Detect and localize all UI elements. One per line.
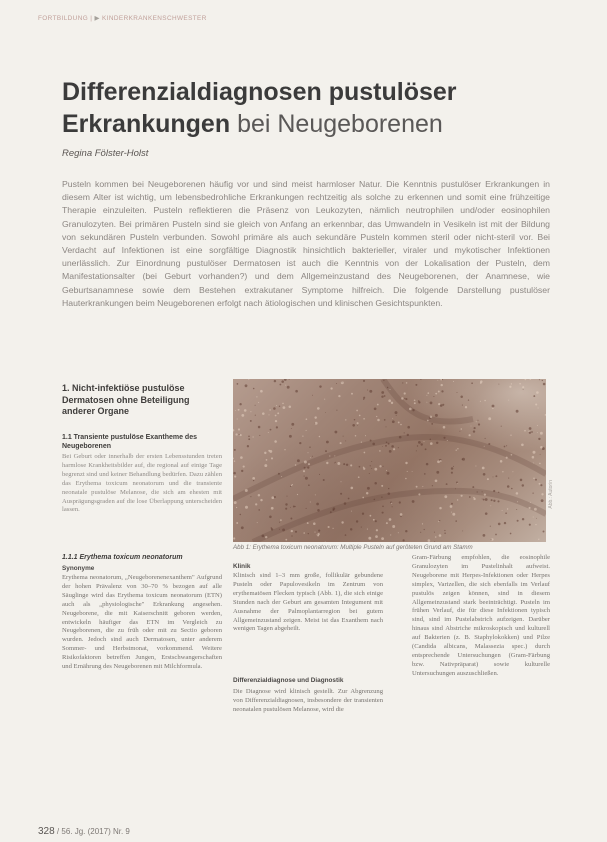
subsection-1-1-heading: 1.1 Transiente pustulöse Exantheme des Neugeborenen bbox=[62, 434, 197, 450]
column-3-text: Gram-Färbung empfohlen, die eosinophile Granulozyten im Pustelinhalt aufweist. Neugeborene mit Herpes-Infektionen oder Herpes simplex, Varizellen, die sich ebenfalls im Verlauf pustulös zeigen können, sind in diesem Allgemeinzustand stark beeinträchtigt. Pusteln im frühen Verlauf, die für diese Infektionen typisch sind, sind im Pustelabstrich aufzeigen. Darüber hinaus sind Abstriche mikroskopisch und kulturell auf Bakterien (z. B. Staphylokokken) und Pilze (Candida albicans, Malassezia spec.) durch entsprechende Untersuchungen (Gram-Färbung bzw. Nativpräparat) sowie kulturelle Untersuchungen auszuschließen. bbox=[412, 554, 550, 677]
figure-credit: Abb.: Autorin bbox=[548, 480, 554, 509]
running-head-section: FORTBILDUNG bbox=[38, 15, 89, 22]
subsection-1-1-text: Bei Geburt oder innerhalb der ersten Lebensstunden treten harmlose Krankheitsbilder auf, die regional auf einige Tage begrenzt sind und keiner Behandlung bedürfen. Dazu zählen das Erythema toxicum neonatorum und die transiente neonatale pustulöse Melanose, die sich am ehesten mit Ausprägungsgraden auf die lose Überlappung unterscheiden lassen. bbox=[62, 453, 222, 514]
subsection-1-1-1-heading: 1.1.1 Erythema toxicum neonatorum bbox=[62, 554, 183, 561]
diagnostik-text: Die Diagnose wird klinisch gestellt. Zur Abgrenzung von Differenzialdiagnosen, insbesondere der transienten neonatalen pustulösen Melanose, wird die bbox=[233, 688, 383, 713]
skin-texture bbox=[233, 379, 546, 542]
klinik-heading: Klinik bbox=[233, 563, 251, 570]
section-1-heading: 1. Nicht-infektiöse pustulöse Dermatosen ohne Beteiligung anderer Organe bbox=[62, 383, 190, 416]
title-bold: Differenzialdiagnosen pustulöser Erkrankungen bbox=[62, 78, 457, 138]
page-number: 328 bbox=[38, 826, 55, 837]
synonyms-label: Synonyme bbox=[62, 565, 95, 572]
author-name: Regina Fölster-Holst bbox=[62, 148, 149, 159]
article-title bbox=[62, 76, 542, 140]
figure-caption: Abb 1: Erythema toxicum neonatorum: Multiple Pusteln auf geröteten Grund am Stamm bbox=[233, 544, 473, 551]
running-head bbox=[38, 14, 207, 22]
diagnostik-heading: Differenzialdiagnose und Diagnostik bbox=[233, 677, 344, 684]
subsection-1-1-1-text: Erythema neonatorum, „Neugeborenenexanthem" Aufgrund der hohen Prävalenz von 30–70 % bezogen auf alle Säuglinge wird das Erythema toxicum neonatorum (ETN) auch als „physiologische" Erkrankung angesehen. Neugeborene, die mit Kaiserschnitt geboren werden, entwickeln häufiger das ETN im Vergleich zu Neugeborenen, die zu früh oder mit zu Sectio geboren wurden. Jedoch sind auch Dermatosen, unter anderem Sommer- und Herbstmonat, vorkommend. Weitere Risikofaktoren betreffen Jungen, Erstschwangerschaften und Ernährung des Neugeborenen mit Milchformula. bbox=[62, 574, 222, 671]
klinik-text: Klinisch sind 1–3 mm große, follikulär gebundene Pusteln oder Papulovesikeln im Zentrum von erythematösen Flecken typisch (Abb. 1), die sich einige Stunden nach der Geburt am gesamten Integument mit Ausnahme der Palmoplantarregion bei gutem Allgemeinzustand zeigen. Meist ist das Exanthem nach wenigen Tagen abgeheilt. bbox=[233, 572, 383, 633]
figure-photo bbox=[233, 379, 546, 542]
abstract: Pusteln kommen bei Neugeborenen häufig vor und sind meist harmloser Natur. Die Kenntnis pustulöser Erkrankungen in diesem Alter ist wichtig, um lebensbedrohliche Erkrankungen rechtzeitig als solche zu erkennen und somit eine frühzeitige Therapie einzuleiten. Pusteln reflektieren die Präsenz von Leukozyten, nämlich neutrophilen und/oder eosinophilen Granulozyten. Bei primären Pusteln sind sie gleich von Anfang an erkennbar, das Umwandeln in Vesikeln ist mit der Bildung von sekundären Pusteln verbunden. Sowohl primäre als auch sekundäre Pusteln kommen steril oder nicht-steril vor. Bei Verdacht auf Infektionen ist eine sorgfältige Diagnostik hinsichtlich bakterieller, viraler und mykotischer Infektionen unerlässlich. Zur Einordnung pustulöser Dermatosen ist auch die Kenntnis von der Lokalisation der Pusteln, dem Manifestationsalter (bei Geburt vorhanden?) und dem Allgemeinzustand des Neugeborenen, der Anamnese, wie Geburtsanamnese sowie dem Bestehen extrakutaner Symptome hilfreich. Die folgende Darstellung pustulöser Hauterkrankungen beim Neugeborenen erfolgt nach ätiologischen und klinischen Gesichtspunkten. bbox=[62, 179, 550, 308]
page-footer bbox=[38, 826, 130, 837]
camera-icon: ▶ bbox=[94, 15, 100, 22]
running-head-separator: | bbox=[90, 15, 93, 22]
title-light: bei Neugeborenen bbox=[237, 110, 443, 138]
running-head-journal: KINDERKRANKENSCHWESTER bbox=[102, 15, 207, 22]
journal-issue: / 56. Jg. (2017) Nr. 9 bbox=[56, 827, 130, 836]
